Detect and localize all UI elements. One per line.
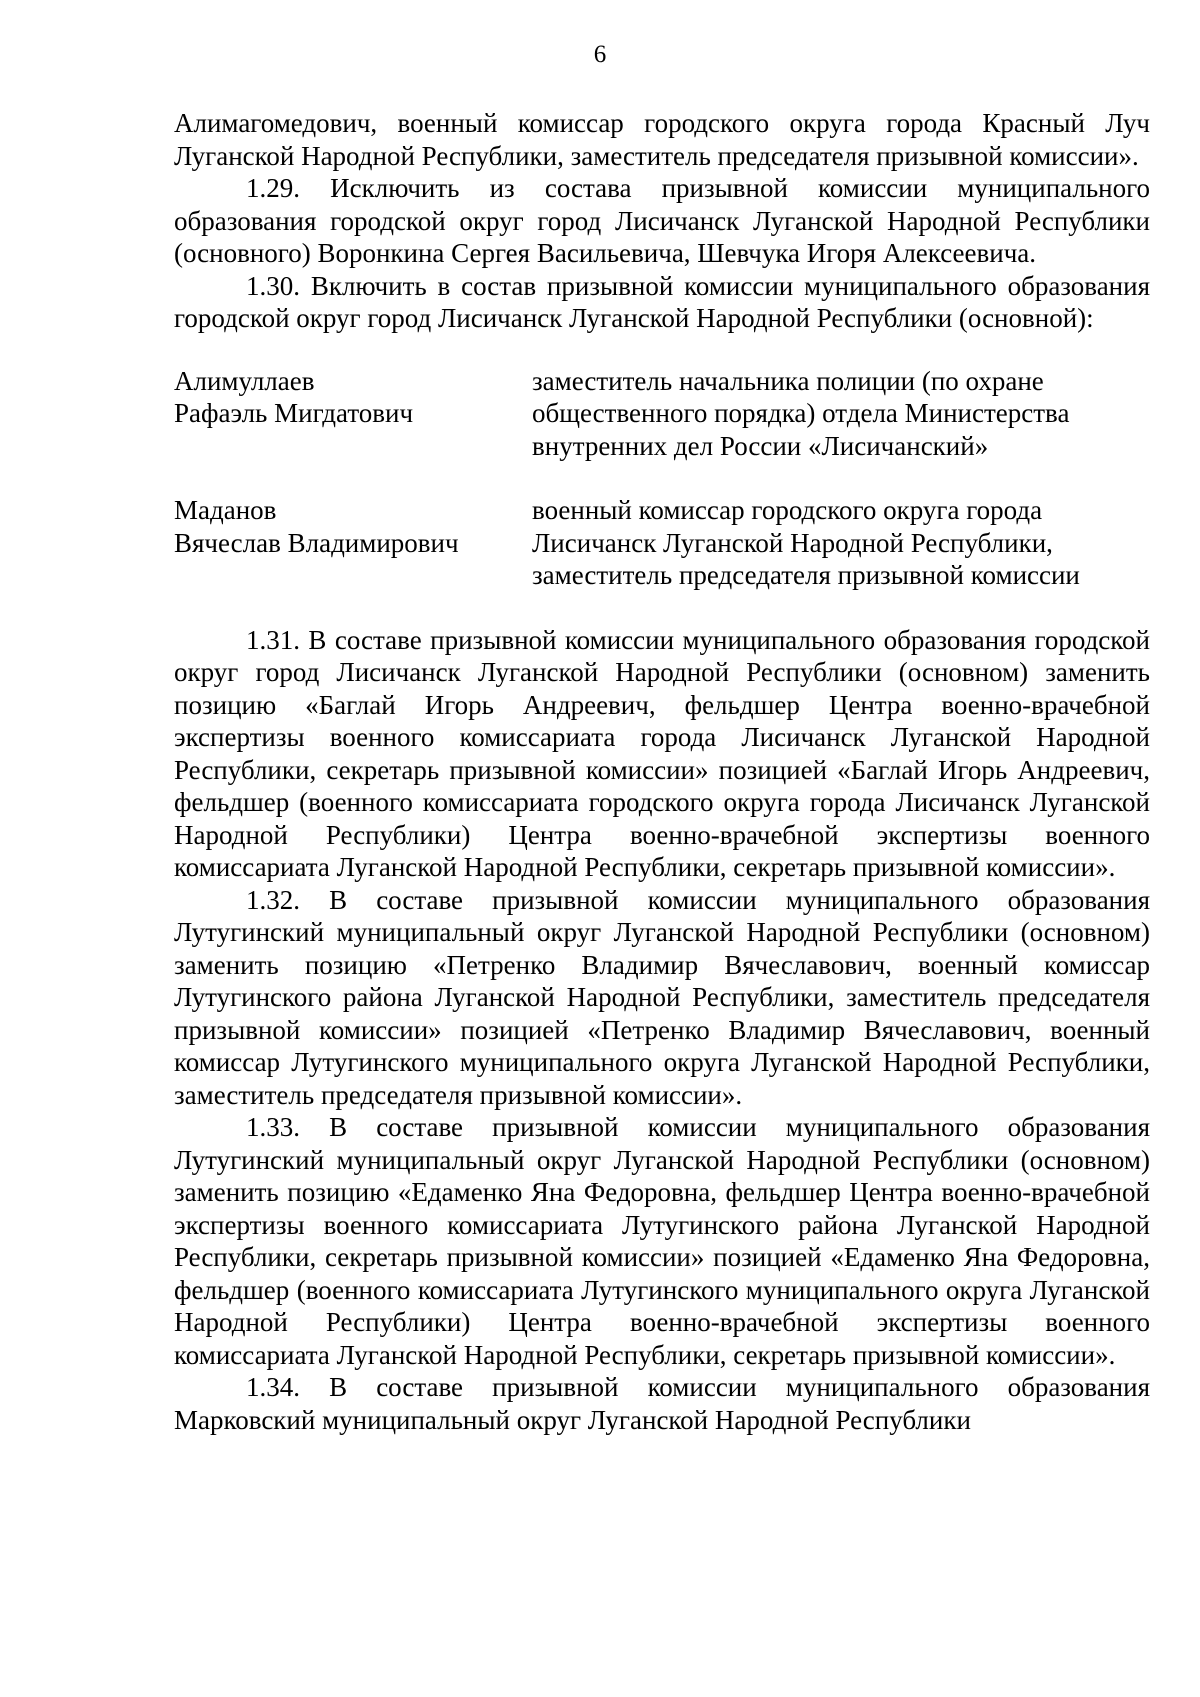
person-position-line: Лисичанск Луганской Народной Республики, — [532, 527, 1053, 558]
paragraph-1-30: 1.30. Включить в состав призывной комиссии муниципального образования городской округ город Лисичанск Луганской Народной Республики (основной): — [174, 270, 1150, 333]
person-position-line: внутренних дел России «Лисичанский» — [532, 430, 989, 461]
person-position — [532, 365, 1150, 463]
person-surname: Маданов — [174, 495, 277, 525]
person-position-line: заместитель председателя призывной комиссии — [532, 560, 1080, 590]
document-body — [174, 107, 1150, 1436]
person-surname: Алимуллаев — [174, 365, 315, 396]
person-position-line: военный комиссар городского округа города — [532, 495, 1043, 525]
person-row — [174, 365, 1150, 463]
bottom-paragraphs — [174, 624, 1150, 1437]
person-name — [174, 365, 532, 463]
person-name — [174, 494, 532, 592]
person-given-names: Рафаэль Мигдатович — [174, 398, 414, 428]
person-position — [532, 494, 1150, 592]
paragraph-1-31: 1.31. В составе призывной комиссии муниципального образования городской округ город Лисичанск Луганской Народной Республики (основном) заменить позицию «Баглай Игорь Андреевич, фельдшер Центра военно-врачебной экспертизы военного комиссариата города Лисичанск Луганской Народной Республики, секретарь призывной комиссии» позицией «Баглай Игорь Андреевич, фельдшер (военного комиссариата городского округа города Лисичанск Луганской Народной Республики) Центра военно-врачебной экспертизы военного комиссариата Луганской Народной Республики, секретарь призывной комиссии». — [174, 624, 1150, 882]
paragraph-continuation: Алимагомедович, военный комиссар городского округа города Красный Луч Луганской Народной Республики, заместитель председателя призывной комиссии». — [174, 108, 1150, 171]
person-position-line: общественного порядка) отдела Министерства — [532, 398, 1070, 428]
person-given-names: Вячеслав Владимирович — [174, 527, 459, 558]
top-paragraphs — [174, 107, 1150, 335]
spacer — [174, 592, 1150, 624]
page-number: 6 — [593, 41, 607, 68]
person-gap-row — [174, 462, 1150, 494]
paragraph-1-32: 1.32. В составе призывной комиссии муниципального образования Лутугинский муниципальный округ Луганской Народной Республики (основном) заменить позицию «Петренко Владимир Вячеславович, военный комиссар Лутугинского района Луганской Народной Республики, заместитель председателя призывной комиссии» позицией «Петренко Владимир Вячеславович, военный комиссар Лутугинского муниципального округа Луганской Народной Республики, заместитель председателя призывной комиссии». — [174, 884, 1150, 1110]
person-table — [174, 365, 1150, 592]
paragraph-1-34: 1.34. В составе призывной комиссии муниципального образования Марковский муниципальный округ Луганской Народной Республики — [174, 1372, 1150, 1435]
paragraph-1-29: 1.29. Исключить из состава призывной комиссии муниципального образования городской округ город Лисичанск Луганской Народной Республики (основного) Воронкина Сергея Васильевича, Шевчука Игоря Алексеевича. — [174, 173, 1150, 268]
paragraph-1-33: 1.33. В составе призывной комиссии муниципального образования Лутугинский муниципальный округ Луганской Народной Республики (основном) заменить позицию «Едаменко Яна Федоровна, фельдшер Центра военно-врачебной экспертизы военного комиссариата Лутугинского района Луганской Народной Республики, секретарь призывной комиссии» позицией «Едаменко Яна Федоровна, фельдшер (военного комиссариата Лутугинского муниципального округа Луганской Народной Республики) Центра военно-врачебной экспертизы военного комиссариата Луганской Народной Республики, секретарь призывной комиссии». — [174, 1112, 1150, 1370]
person-position-line: заместитель начальника полиции (по охране — [532, 365, 1044, 396]
person-row — [174, 494, 1150, 592]
spacer — [174, 335, 1150, 365]
